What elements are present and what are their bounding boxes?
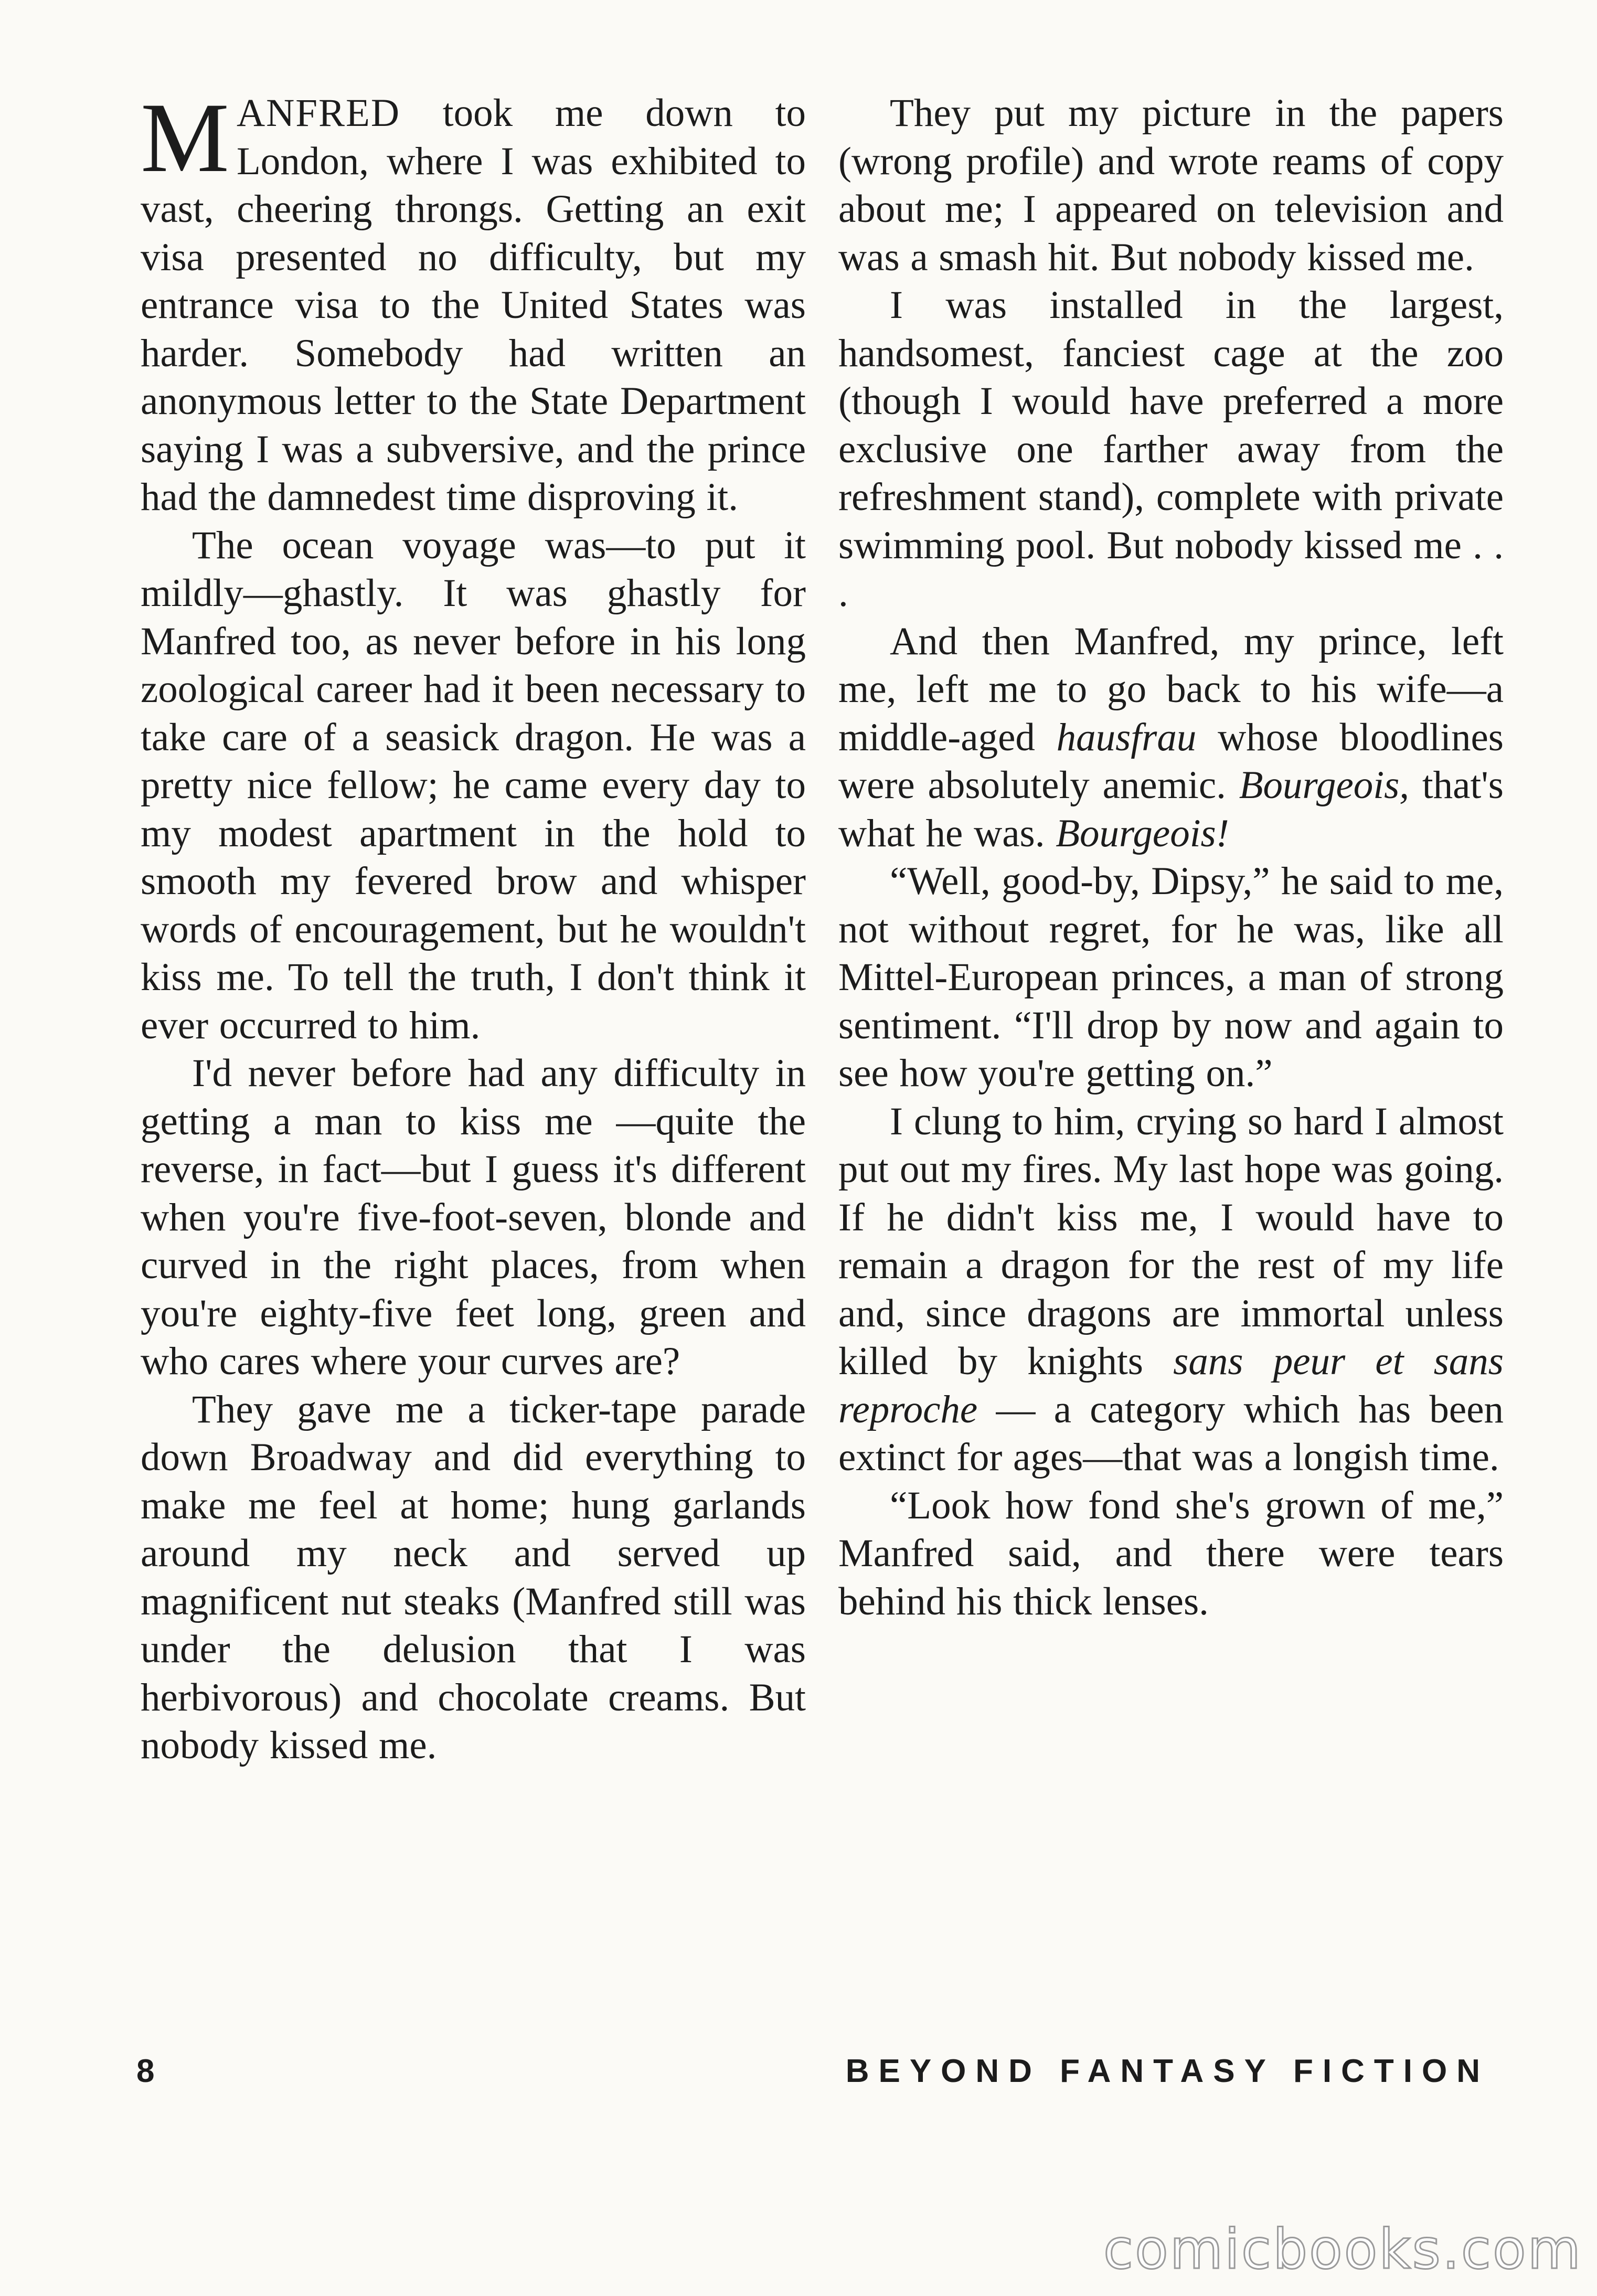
italic-hausfrau: hausfrau (1056, 715, 1197, 759)
paragraph-1 (141, 89, 806, 522)
paragraph-7-text-a: And then Manfred, my prince, left me, left me to go back to his wife—a middle-aged (838, 619, 1504, 759)
paragraph-8: “Well, good-by, Dipsy,” he said to me, not without regret, for he was, like all Mittel-European princes, a man of strong sentiment. “I'll drop by now and again to see how you're getting on.” (838, 859, 1504, 1095)
paragraph-2: The ocean voyage was—to put it mildly—ghastly. It was ghastly for Manfred too, as never before in his long zoological career had it been necessary to take care of a seasick dragon. He was a pretty nice fellow; he came every day to my modest apartment in the hold to smooth my fevered brow and whisper words of encouragement, but he wouldn't kiss me. To tell the truth, I don't think it ever occurred to him. (141, 523, 806, 1047)
left-column (141, 89, 806, 2004)
paragraph-10: “Look how fond she's grown of me,” Manfred said, and there were tears behind his thick lenses. (838, 1483, 1504, 1623)
paragraph-4: They gave me a ticker-tape parade down Broadway and did everything to make me feel at home; hung garlands around my neck and served up magnificent nut steaks (Manfred still was under the delusion that I was herbivorous) and chocolate creams. But nobody kissed me. (141, 1387, 806, 1767)
paragraph-6: I was installed in the largest, handsomest, fanciest cage at the zoo (though I would have preferred a more exclusive one farther away from the refreshment stand), complete with private swimming pool. But nobody kissed me . . . (838, 283, 1504, 615)
italic-sans-peur: sans peur et sans reproche (838, 1340, 1504, 1431)
watermark-logo: comicbooks.com (1103, 2217, 1582, 2281)
paragraph-9-text-b: — a category which has been extinct for ages—that was a longish time. (838, 1387, 1504, 1479)
running-title: BEYOND FANTASY FICTION (845, 2053, 1489, 2089)
drop-cap: M (141, 89, 229, 193)
paragraph-7 (838, 618, 1504, 858)
paragraph-7-text-b: whose bloodlines were absolutely anemic. (838, 715, 1504, 807)
opening-caps: ANFRED (236, 91, 400, 135)
paragraph-7-text-c: that's what he was. (838, 763, 1504, 855)
paragraph-1-text: took me down to London, where I was exhibited to vast, cheering throngs. Getting an exit visa presented no difficulty, but my entrance visa to the United States was harder. Somebody had written an anonymous letter to the State Department saying I was a subversive, and the prince had the damnedest time disproving it. (141, 91, 806, 519)
paragraph-5: They put my picture in the papers (wrong profile) and wrote reams of copy about me; I appeared on television and was a smash hit. But nobody kissed me. (838, 91, 1504, 279)
italic-bourgeois-2: Bourgeois! (1056, 811, 1229, 855)
paragraph-9-text-a: I clung to him, crying so hard I almost put out my fires. My last hope was going. If he didn't kiss me, I would have to remain a dragon for the rest of my life and, since dragons are immortal unless killed by knights (838, 1099, 1504, 1383)
paragraph-3: I'd never before had any difficulty in getting a man to kiss me —quite the reverse, in fact—but I guess it's different when you're five-foot-seven, blonde and curved in the right places, from when you're eighty-five feet long, green and who cares where your curves are? (141, 1051, 806, 1383)
italic-bourgeois-1: Bourgeois, (1239, 763, 1410, 807)
page-number: 8 (136, 2053, 155, 2089)
paragraph-9 (838, 1098, 1504, 1482)
right-column (838, 89, 1504, 2004)
